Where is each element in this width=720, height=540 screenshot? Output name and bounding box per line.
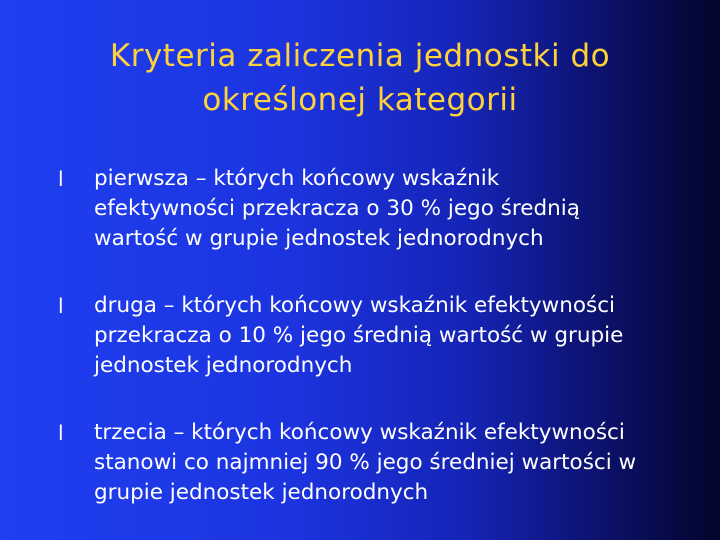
bullet-item bbox=[58, 418, 698, 508]
slide-title-line-2: określonej kategorii bbox=[202, 82, 518, 118]
bullet-marker-icon: l bbox=[58, 294, 64, 318]
bullet-list bbox=[58, 164, 698, 540]
bullet-marker-icon: l bbox=[58, 167, 64, 191]
bullet-text: trzecia – których końcowy wskaźnik efektywności stanowi co najmniej 90 % jego średniej wartości w grupie jednostek jednorodnych bbox=[94, 420, 637, 505]
slide-title bbox=[0, 34, 720, 122]
bullet-marker-icon: l bbox=[58, 421, 64, 445]
bullet-text: pierwsza – których końcowy wskaźnik efektywności przekracza o 30 % jego średnią wartość w grupie jednostek jednorodnych bbox=[94, 166, 580, 251]
bullet-item bbox=[58, 291, 698, 381]
bullet-text: druga – których końcowy wskaźnik efektywności przekracza o 10 % jego średnią wartość w grupie jednostek jednorodnych bbox=[94, 293, 624, 378]
slide-title-line-1: Kryteria zaliczenia jednostki do bbox=[109, 38, 611, 74]
bullet-item bbox=[58, 164, 698, 254]
